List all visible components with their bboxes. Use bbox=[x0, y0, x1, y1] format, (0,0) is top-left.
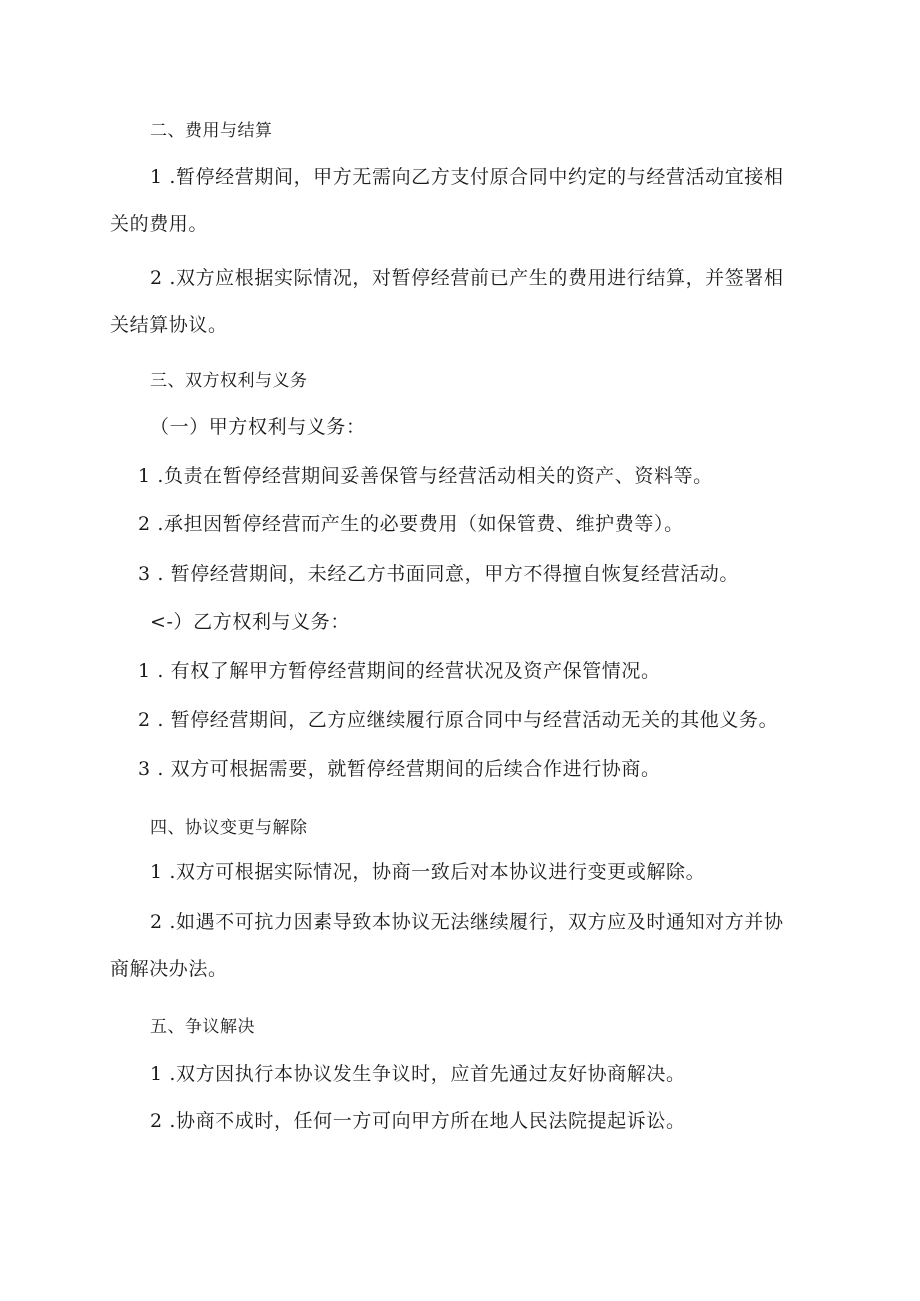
dispute-item-2: 2 .协商不成时，任何一方可向甲方所在地人民法院提起诉讼。 bbox=[150, 1110, 686, 1132]
section-heading-fees: 二、费用与结算 bbox=[150, 121, 273, 141]
party-b-item-3: 3 . 双方可根据需要，就暂停经营期间的后续合作进行协商。 bbox=[138, 758, 661, 780]
party-a-title: （一）甲方权利与义务： bbox=[150, 416, 366, 438]
party-a-item-1: 1 .负责在暂停经营期间妥善保管与经营活动相关的资产、资料等。 bbox=[138, 465, 713, 487]
section-heading-rights: 三、双方权利与义务 bbox=[150, 371, 308, 391]
fees-item-2-line-2: 关结算协议。 bbox=[110, 314, 228, 336]
section-heading-amendment: 四、协议变更与解除 bbox=[150, 818, 308, 838]
amendment-item-1: 1 .双方可根据实际情况，协商一致后对本协议进行变更或解除。 bbox=[150, 861, 706, 883]
amendment-item-2-line-2: 商解决办法。 bbox=[110, 958, 228, 980]
fees-item-1-line-1: 1 .暂停经营期间，甲方无需向乙方支付原合同中约定的与经营活动宜接相 bbox=[150, 166, 784, 188]
fees-item-1-line-2: 关的费用。 bbox=[110, 213, 209, 235]
party-a-item-2: 2 .承担因暂停经营而产生的必要费用（如保管费、维护费等）。 bbox=[138, 513, 684, 535]
party-b-item-2: 2 . 暂停经营期间，乙方应继续履行原合同中与经营活动无关的其他义务。 bbox=[138, 709, 779, 731]
amendment-item-2-line-1: 2 .如遇不可抗力因素导致本协议无法继续履行，双方应及时通知对方并协 bbox=[150, 911, 784, 933]
party-b-item-1: 1 . 有权了解甲方暂停经营期间的经营状况及资产保管情况。 bbox=[138, 660, 661, 682]
fees-item-2-line-1: 2 .双方应根据实际情况，对暂停经营前已产生的费用进行结算，并签署相 bbox=[150, 267, 784, 289]
dispute-item-1: 1 .双方因执行本协议发生争议时，应首先通过友好协商解决。 bbox=[150, 1063, 686, 1085]
party-a-item-3: 3 . 暂停经营期间，未经乙方书面同意，甲方不得擅自恢复经营活动。 bbox=[138, 563, 740, 585]
section-heading-dispute: 五、争议解决 bbox=[150, 1017, 255, 1037]
party-b-title: <-）乙方权利与义务： bbox=[150, 611, 350, 633]
